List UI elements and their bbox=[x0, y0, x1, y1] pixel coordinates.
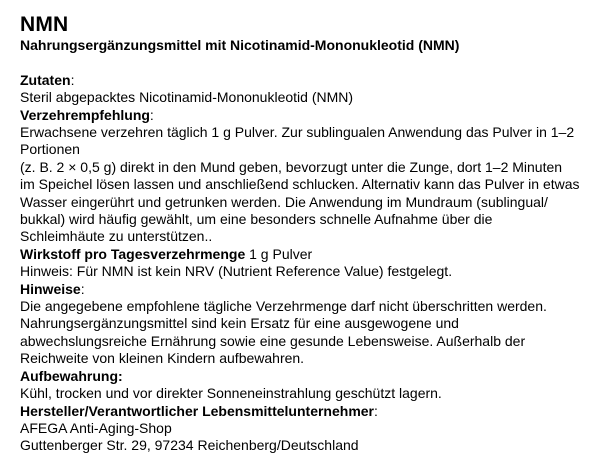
hersteller-name bbox=[20, 420, 592, 437]
hinweise-heading bbox=[20, 281, 592, 298]
verzehrempfehlung-line-6 bbox=[20, 211, 592, 228]
wirkstoff-line-text: Wirkstoff pro Tagesverzehrmenge bbox=[20, 245, 246, 262]
zutaten-heading-text: Zutaten bbox=[20, 71, 71, 88]
hinweise-line-2-text: Nahrungsergänzungsmittel sind kein Ersatz für eine ausgewogene und bbox=[20, 315, 459, 332]
verzehrempfehlung-line-6-text: bukkal) wird häufig gewählt, um eine besonders schnelle Aufnahme über die bbox=[20, 211, 493, 228]
aufbewahrung-heading bbox=[20, 368, 592, 385]
verzehrempfehlung-line-4-text: im Speichel lösen lassen und anschließend schlucken. Alternativ kann das Pulver in etwas bbox=[20, 176, 580, 193]
hersteller-heading-text: Hersteller/Verantwortlicher Lebensmittelunternehmer bbox=[20, 402, 374, 419]
verzehrempfehlung-line-3 bbox=[20, 159, 592, 176]
verzehrempfehlung-heading-text: : bbox=[149, 106, 154, 123]
verzehrempfehlung-line-1 bbox=[20, 124, 592, 141]
verzehrempfehlung-heading-text: Verzehrempfehlung bbox=[20, 106, 150, 123]
verzehrempfehlung-line-7 bbox=[20, 228, 592, 245]
hinweise-heading-text: : bbox=[80, 280, 85, 297]
verzehrempfehlung-line-3-text: (z. B. 2 × 0,5 g) direkt in den Mund geben, bevorzugt unter die Zunge, dort 1–2 Minuten bbox=[20, 158, 563, 175]
hersteller-address bbox=[20, 437, 592, 453]
hinweise-line-2 bbox=[20, 315, 592, 332]
aufbewahrung-heading-text: Aufbewahrung: bbox=[20, 367, 123, 384]
nrv-hinweis-line bbox=[20, 263, 592, 280]
verzehrempfehlung-line-2-text: Portionen bbox=[20, 141, 80, 158]
zutaten-heading-text: : bbox=[70, 71, 75, 88]
verzehrempfehlung-line-2 bbox=[20, 141, 592, 158]
hinweise-line-1-text: Die angegebene empfohlene tägliche Verzehrmenge darf nicht überschritten werden. bbox=[20, 298, 547, 315]
verzehrempfehlung-line-5 bbox=[20, 194, 592, 211]
wirkstoff-line-text: 1 g Pulver bbox=[245, 245, 313, 262]
wirkstoff-line bbox=[20, 246, 592, 263]
nrv-hinweis-line-text: Hinweis: Für NMN ist kein NRV (Nutrient Reference Value) festgelegt. bbox=[20, 263, 453, 280]
verzehrempfehlung-line-1-text: Erwachsene verzehren täglich 1 g Pulver. Zur sublingualen Anwendung das Pulver in 1–2 bbox=[20, 124, 575, 141]
hersteller-heading bbox=[20, 403, 592, 420]
product-subtitle: Nahrungsergänzungsmittel mit Nicotinamid-Mononukleotid (NMN) bbox=[20, 37, 460, 53]
zutaten-value bbox=[20, 89, 592, 106]
verzehrempfehlung-line-5-text: Wasser eingerührt und getrunken werden. Die Anwendung im Mundraum (sublingual/ bbox=[20, 193, 548, 210]
aufbewahrung-line bbox=[20, 385, 592, 402]
hersteller-heading-text: : bbox=[374, 402, 378, 419]
verzehrempfehlung-line-7-text: Schleimhäute zu unterstützen.. bbox=[20, 228, 213, 245]
zutaten-value-text: Steril abgepacktes Nicotinamid-Mononukleotid (NMN) bbox=[20, 89, 354, 106]
product-title: NMN bbox=[20, 13, 69, 36]
hinweise-line-3-text: abwechslungsreiche Ernährung sowie eine gesunde Lebensweise. Außerhalb der bbox=[20, 332, 526, 349]
hinweise-line-4-text: Reichweite von kleinen Kindern aufbewahren. bbox=[20, 350, 305, 367]
hersteller-name-text: AFEGA Anti-Aging-Shop bbox=[20, 419, 172, 436]
hinweise-line-4 bbox=[20, 350, 592, 367]
verzehrempfehlung-heading bbox=[20, 107, 592, 124]
hinweise-line-3 bbox=[20, 333, 592, 350]
zutaten-heading bbox=[20, 72, 592, 89]
verzehrempfehlung-line-4 bbox=[20, 176, 592, 193]
hinweise-heading-text: Hinweise bbox=[20, 280, 81, 297]
document-body bbox=[20, 72, 592, 453]
blank-line bbox=[20, 54, 592, 71]
aufbewahrung-line-text: Kühl, trocken und vor direkter Sonneneinstrahlung geschützt lagern. bbox=[20, 385, 442, 402]
hinweise-line-1 bbox=[20, 298, 592, 315]
hersteller-address-text: Guttenberger Str. 29, 97234 Reichenberg/Deutschland bbox=[20, 437, 359, 453]
